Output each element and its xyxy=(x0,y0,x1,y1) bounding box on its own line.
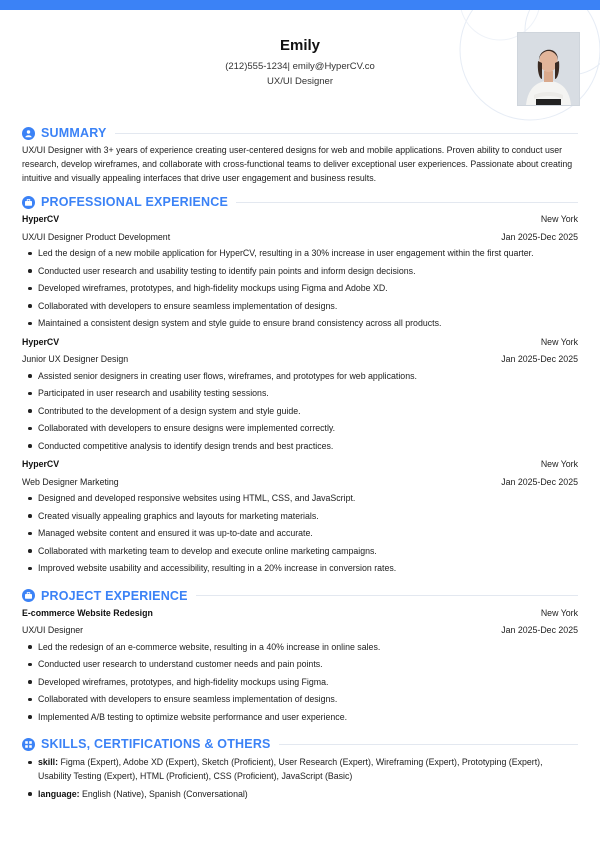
list-item: Developed wireframes, prototypes, and high-fidelity mockups using Figma and Adobe XD. xyxy=(22,281,578,295)
job-dates: Jan 2025-Dec 2025 xyxy=(501,476,578,487)
list-item: Collaborated with developers to ensure seamless implementation of designs. xyxy=(22,299,578,313)
list-item: Assisted senior designers in creating user flows, wireframes, and prototypes for web applications. xyxy=(22,369,578,383)
project-entry xyxy=(22,605,578,724)
language-label: language: xyxy=(38,788,80,799)
list-item: Managed website content and ensured it was up-to-date and accurate. xyxy=(22,526,578,540)
resume-body xyxy=(22,122,578,804)
job-dates: Jan 2025-Dec 2025 xyxy=(501,354,578,364)
list-item: Collaborated with developers to ensure seamless implementation of designs. xyxy=(22,692,578,706)
list-item: Collaborated with marketing team to develop and execute online marketing campaigns. xyxy=(22,544,578,558)
job-dates: Jan 2025-Dec 2025 xyxy=(501,231,578,242)
section-summary-heading xyxy=(22,124,578,142)
list-item: Designed and developed responsive websites using HTML, CSS, and JavaScript. xyxy=(22,491,578,505)
list-item: Maintained a consistent design system and style guide to ensure brand consistency across all products. xyxy=(22,316,578,330)
project-name: E-commerce Website Redesign xyxy=(22,607,153,618)
summary-text: UX/UI Designer with 3+ years of experience creating user-centered designs for web and mobile applications. Proven ability to conduct user research, develop wireframes, and collaborate with cross-functional teams to deliver exceptional user experiences. Passionate about creating intuitive and visually appealing interfaces that drive user engagement and business results. xyxy=(22,145,573,183)
skill-text: Figma (Expert), Adobe XD (Expert), Sketch (Proficient), User Research (Expert), Wireframing (Expert), Prototyping (Expert), Usability Testing (Expert), HTML (Proficient), CSS (Proficient), JavaScript (Basic) xyxy=(38,757,543,781)
job-bullets xyxy=(22,369,578,453)
section-divider xyxy=(279,744,578,745)
section-divider xyxy=(115,133,578,134)
skill-label: skill: xyxy=(38,757,59,767)
job-location: New York xyxy=(540,336,578,347)
job-bullets xyxy=(22,246,578,330)
job-entry xyxy=(22,334,578,453)
section-experience-heading xyxy=(22,193,578,211)
job-location: New York xyxy=(540,214,578,224)
job-role: UX/UI Designer Product Development xyxy=(22,231,171,242)
list-item: Developed wireframes, prototypes, and high-fidelity mockups using Figma. xyxy=(22,675,578,689)
job-role: Junior UX Designer Design xyxy=(22,354,129,364)
company-name: HyperCV xyxy=(22,459,60,469)
job-entry xyxy=(22,211,578,330)
list-item: Collaborated with developers to ensure designs were implemented correctly. xyxy=(22,421,578,435)
section-title: SKILLS, CERTIFICATIONS & OTHERS xyxy=(41,737,271,751)
list-item: Conducted user research and usability testing to identify pain points and inform design decisions. xyxy=(22,264,578,278)
list-item: Improved website usability and accessibility, resulting in a 20% increase in conversion rates. xyxy=(22,561,578,575)
candidate-title: UX/UI Designer xyxy=(267,76,333,87)
list-item: Led the redesign of an e-commerce website, resulting in a 40% increase in online sales. xyxy=(22,640,578,654)
company-name: HyperCV xyxy=(22,336,60,347)
list-item xyxy=(22,755,578,783)
project-location: New York xyxy=(540,607,578,618)
candidate-name: Emily xyxy=(279,37,321,54)
section-projects-heading xyxy=(22,587,578,605)
project-role: UX/UI Designer xyxy=(22,625,84,635)
list-item: Created visually appealing graphics and layouts for marketing materials. xyxy=(22,509,578,523)
list-item xyxy=(22,787,578,801)
job-entry xyxy=(22,456,578,575)
resume-header xyxy=(0,36,600,88)
list-item: Participated in user research and usability testing sessions. xyxy=(22,386,578,400)
job-location: New York xyxy=(540,459,578,469)
section-title: PROFESSIONAL EXPERIENCE xyxy=(41,195,229,209)
list-item: Led the design of a new mobile application for HyperCV, resulting in a 30% increase in user engagement within the first quarter. xyxy=(22,246,578,260)
person-portrait-icon xyxy=(518,33,579,105)
job-role: Web Designer Marketing xyxy=(22,476,119,487)
person-icon xyxy=(22,127,35,140)
skills-list xyxy=(22,755,578,801)
section-title: SUMMARY xyxy=(41,126,107,140)
list-item: Contributed to the development of a design system and style guide. xyxy=(22,404,578,418)
project-bullets xyxy=(22,640,578,724)
list-item: Implemented A/B testing to optimize website performance and user experience. xyxy=(22,710,578,724)
section-title: PROJECT EXPERIENCE xyxy=(41,588,188,603)
section-divider xyxy=(196,595,578,596)
job-bullets xyxy=(22,491,578,575)
section-divider xyxy=(236,202,578,203)
briefcase-icon xyxy=(22,589,35,602)
profile-photo xyxy=(517,32,580,106)
grid-icon xyxy=(22,738,35,751)
list-item: Conducted competitive analysis to identify design trends and best practices. xyxy=(22,439,578,453)
contact-info: (212)555-1234| emily@HyperCV.co xyxy=(225,61,375,72)
section-skills-heading xyxy=(22,735,578,753)
company-name: HyperCV xyxy=(22,214,60,224)
top-accent-bar xyxy=(0,0,600,10)
list-item: Conducted user research to understand customer needs and pain points. xyxy=(22,657,578,671)
language-text: English (Native), Spanish (Conversational) xyxy=(79,788,248,799)
briefcase-icon xyxy=(22,196,35,209)
project-dates: Jan 2025-Dec 2025 xyxy=(501,625,578,635)
